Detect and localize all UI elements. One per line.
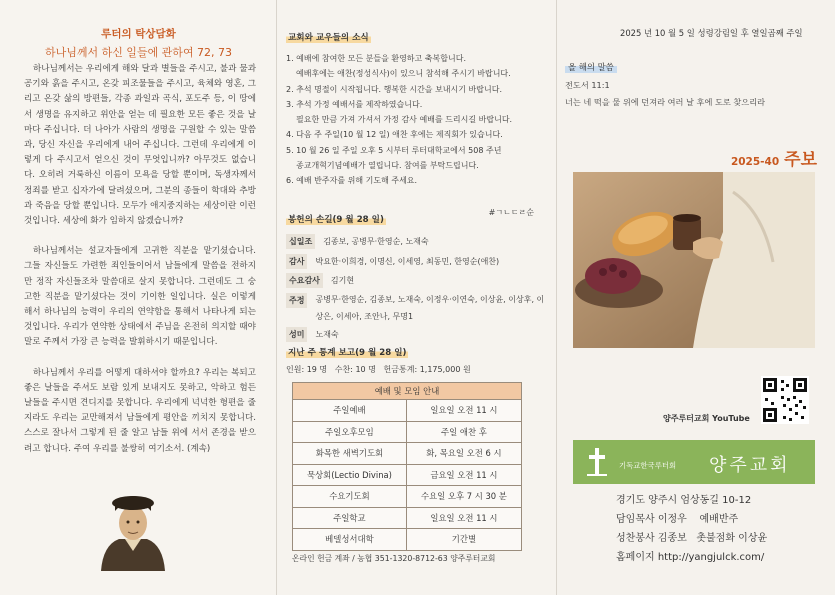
offering-type: 십일조 — [286, 234, 315, 249]
bulletin-title: 주보 — [784, 150, 817, 170]
table-row — [293, 443, 522, 465]
bulletin-date: 2025 년 10 월 5 일 성령강림일 후 열일곱째 주일 — [620, 28, 803, 38]
table-row — [293, 507, 522, 529]
schedule-time: 기간별 — [406, 529, 521, 551]
table-row — [293, 486, 522, 508]
offering-account: 온라인 헌금 계좌 / 농협 351-1320-8712-63 양주루터교회 — [292, 554, 496, 563]
year-verse — [565, 55, 820, 108]
offering-type: 성미 — [286, 327, 307, 342]
verse-text: 너는 네 떡을 물 위에 던져라 여러 날 후에 도로 찾으리라 — [565, 97, 766, 107]
sort-order-tag: #ㄱㄴㄷㄹ순 — [488, 208, 534, 217]
schedule-event: 수요기도회 — [293, 486, 407, 508]
offering-names: 노재숙 — [315, 329, 339, 339]
schedule-event: 주일학교 — [293, 507, 407, 529]
schedule-event: 화목한 새벽기도회 — [293, 443, 407, 465]
sermon-title: 루터의 탁상담화 — [101, 28, 176, 40]
sermon-paragraph: 하나님께서는 설교자들에게 고귀한 직분을 맡기셨습니다. 그들 자신들도 가련한 죄인들이어서 남들에게 말씀을 전하지만 정작 자신들조차 말씀대로 살지 못합니다. 그런데도 그 숭고한 직분을 맡기셨다는 것이 기이한 일입니다. 실은 이렇게 해서 하나님의 능력이 우리의 연약함을 통해서 나타나게 되는 것입니다. 우리가 연약한 상태에서 주님을 온전히 의지할 때야말로 주께서 가장 큰 능력을 발휘하시기 때문입니다. — [24, 246, 256, 348]
communion-photo — [573, 172, 815, 348]
qr-code[interactable] — [761, 376, 809, 424]
schedule-time: 화, 목요일 오전 6 시 — [406, 443, 521, 465]
schedule-event: 베델성서대학 — [293, 529, 407, 551]
schedule-time: 일요일 오전 11 시 — [406, 400, 521, 422]
offering-row — [286, 271, 548, 291]
offering-names: 김종보, 공병무·한영순, 노재숙 — [323, 237, 429, 246]
verse-heading: 올 해의 말씀 — [565, 61, 617, 73]
news-item: 3. 추석 가정 예배서를 제작하였습니다. — [286, 99, 423, 109]
sermon-subtitle: 하나님께서 하신 일들에 관하여 72, 73 — [44, 46, 233, 59]
news-item: 5. 10 월 26 일 주일 오후 5 시부터 루터대학교에서 508 주년 — [286, 145, 502, 155]
schedule-time: 수요일 오후 7 시 30 분 — [406, 486, 521, 508]
table-row — [293, 421, 522, 443]
schedule-event: 주일예배 — [293, 400, 407, 422]
luther-portrait-illustration — [95, 487, 171, 571]
offering-heading: 봉헌의 손길(9 월 28 일) — [288, 215, 384, 225]
cross-icon — [587, 446, 607, 478]
news-item: 필요한 만큼 가져 가셔서 가정 감사 예배를 드리시길 바랍니다. — [296, 115, 513, 125]
news-list — [286, 51, 548, 189]
stats-line: 인원: 19 명 수찬: 10 명 헌금통계: 1,175,000 원 — [286, 365, 471, 374]
table-row — [293, 529, 522, 551]
news-heading: 교회와 교우들의 소식 — [288, 33, 369, 43]
offering-type: 주정 — [286, 293, 307, 308]
church-banner — [573, 440, 815, 484]
sermon-paragraph: 하나님께서는 우리에게 해와 달과 별들을 주시고, 불과 물과 공기와 흙을 주시고, 온갖 피조물들을 주시고, 육체와 영혼, 그리고 온갖 삶의 방편들, 각종 과일과 곡식, 포도주 등, 이 땅에서 생명을 유지하고 위안을 얻는 데 필요한 모든 좋은 것을 날마다 주십니다. 더 나아가 사람의 생명을 구원할 수 있는 말씀과, 당신 자신을 우리에게 내어 주십니다. 그런데 우리에게 이렇게 다 주시고서 얻으신 것이 무엇입니까? 아무것도 없습니다. 오히려 거룩하신 이름이 모욕을 당할 뿐이며, 독생자께서 정죄를 받고 십자가에 달려셨으며, 그분의 종들이 학대와 추방과 죽음을 당할 뿐입니다. 모두가 애지중지하는 세상이란 이런 것입니다. 세상에 화가 임하지 않겠습니까? — [24, 64, 256, 227]
offering-names: 박요한·이희경, 이명신, 이세영, 최동민, 한영순(애찬) — [315, 256, 500, 266]
offering-section — [286, 207, 548, 344]
homepage-link[interactable]: 홈페이지 http://yangjulck.com/ — [616, 552, 765, 563]
offering-row — [286, 291, 548, 325]
news-item: 2. 추석 명절이 시작됩니다. 행복한 시간을 보내시기 바랍니다. — [286, 84, 502, 94]
stats-section — [286, 340, 548, 375]
youtube-link[interactable]: 양주루터교회 YouTube — [663, 414, 750, 423]
offering-names: 김기현 — [330, 276, 355, 285]
schedule-table — [292, 382, 522, 551]
schedule-event: 주일오후모임 — [293, 421, 407, 443]
news-item: 6. 예배 반주자를 위해 기도해 주세요. — [286, 176, 418, 186]
sermon-panel — [0, 0, 277, 595]
offering-row — [286, 232, 548, 252]
pastor-line: 담임목사 이정우 예배반주 — [616, 514, 739, 525]
servers-line: 성찬봉사 김종보 촛불점화 이상윤 — [616, 533, 768, 544]
sermon-paragraph: 하나님께서 우리를 어떻게 대하셔야 할까요? 우리는 복되고 좋은 날들을 주셔도 보람 있게 보내지도 못하고, 악하고 험든 날들을 주시면 견디지를 못합니다. 우리에게 넉넉한 형편을 줄지라도 우리는 교만해져서 남들에게 평안을 끼치지 못합니다. 스스로 잘나서 그렇게 된 줄 알고 남들 위에 서서 존경을 받으려고 합니다. 주여 우리를 불쌍히 여기소서. (계속) — [24, 367, 256, 454]
offering-row — [286, 252, 548, 272]
stats-heading: 지난 주 통계 보고(9 월 28 일) — [288, 348, 407, 358]
denomination: 기독교한국루터회 — [619, 461, 677, 470]
issue-header — [731, 145, 817, 170]
offering-type: 수요감사 — [286, 273, 323, 288]
offering-type: 감사 — [286, 254, 307, 269]
news-item: 종교개혁기념예배가 열립니다. 참여를 부탁드립니다. — [296, 161, 479, 171]
schedule-time: 일요일 오전 11 시 — [406, 507, 521, 529]
schedule-time: 주일 애찬 후 — [406, 421, 521, 443]
news-item: 1. 예배에 참여한 모든 분들을 환영하고 축복합니다. — [286, 54, 466, 63]
offering-names: 공병무·한영순, 김종보, 노재숙, 이정우·이연숙, 이상윤, 이상후, 이상은, 이세아, 조안나, 무명1 — [315, 294, 545, 321]
church-info — [616, 491, 767, 567]
news-section — [286, 25, 548, 189]
schedule-heading: 예배 및 모임 안내 — [293, 383, 522, 400]
church-name: 양주교회 — [709, 455, 791, 476]
news-item: 4. 다음 주 주일(10 월 12 일) 애찬 후에는 제직회가 있습니다. — [286, 130, 503, 140]
table-row — [293, 464, 522, 486]
verse-reference: 전도서 11:1 — [565, 80, 610, 90]
table-row — [293, 400, 522, 422]
news-item: 예배후에는 애찬(정성식사)이 있으니 참석해 주시기 바랍니다. — [296, 69, 511, 79]
church-address: 경기도 양주시 엄상동길 10-12 — [616, 495, 752, 506]
issue-number: 2025-40 — [730, 156, 780, 168]
offering-list — [286, 232, 548, 344]
sermon-body — [24, 62, 256, 472]
schedule-time: 금요일 오전 11 시 — [406, 464, 521, 486]
schedule-event: 묵상회(Lectio Divina) — [293, 464, 407, 486]
